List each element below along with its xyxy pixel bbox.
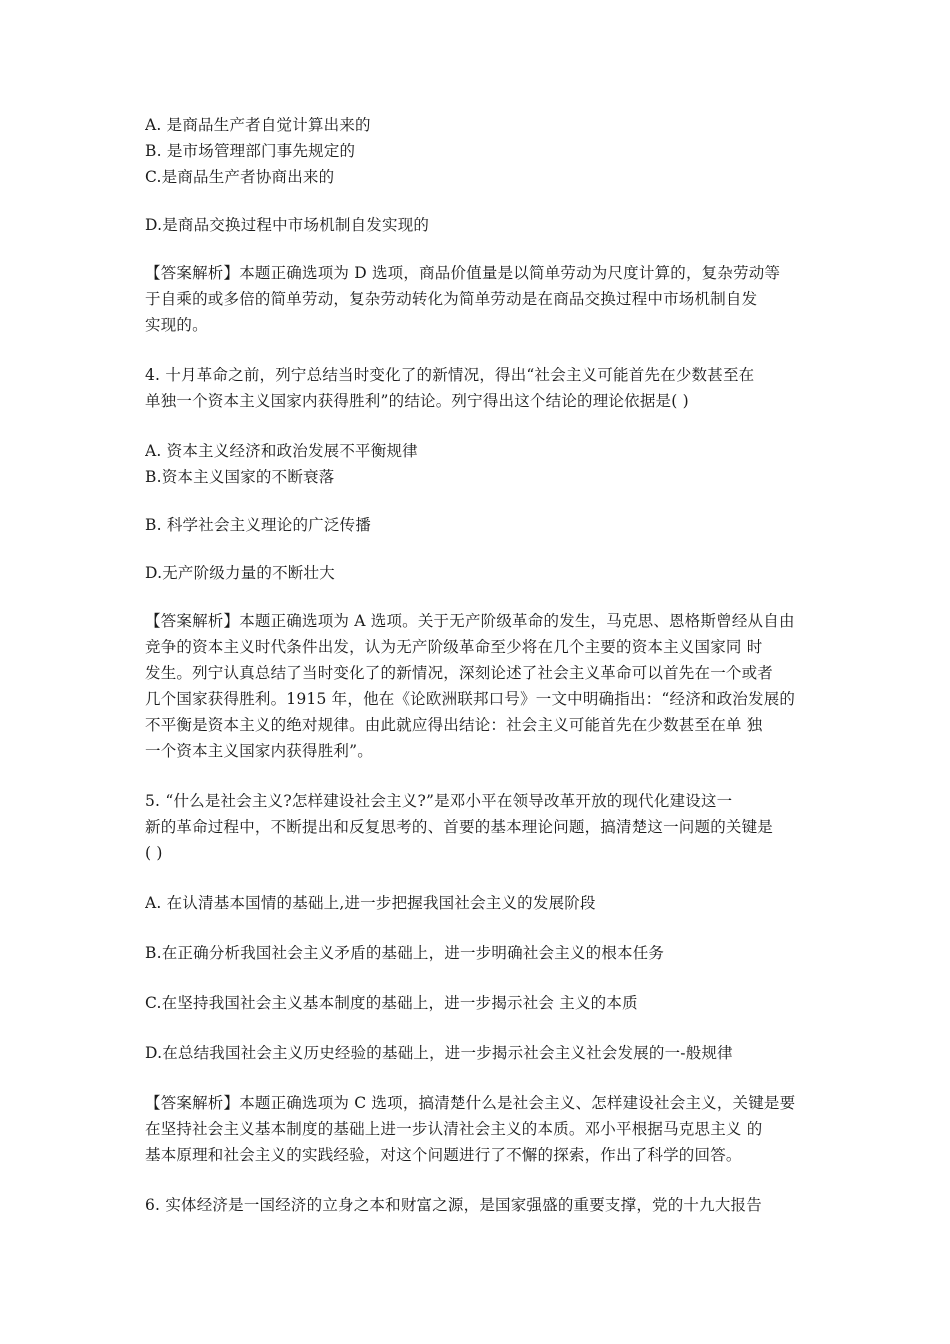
analysis-line: 几个国家获得胜利。1915 年，他在《论欧洲联邦口号》一文中明确指出：“经济和政治发展的 (145, 690, 796, 708)
q3-option-d: D.是商品交换过程中市场机制自发实现的 (145, 216, 430, 234)
q3-option-c: C.是商品生产者协商出来的 (145, 168, 335, 186)
analysis-line: 【答案解析】本题正确选项为 D 选项，商品价值量是以简单劳动为尺度计算的，复杂劳动等 (145, 264, 781, 282)
document-page (145, 112, 813, 1218)
question-line: 单独一个资本主义国家内获得胜利”的结论。列宁得出这个结论的理论依据是( ) (145, 392, 689, 410)
q5-option-c: C.在坚持我国社会主义基本制度的基础上，进一步揭示社会 主义的本质 (145, 994, 638, 1012)
question-line: 4. 十月革命之前，列宁总结当时变化了的新情况，得出“社会主义可能首先在少数甚至在 (145, 366, 755, 384)
q3-analysis (145, 260, 813, 338)
analysis-line: 不平衡是资本主义的绝对规律。由此就应得出结论：社会主义可能首先在少数甚至在单 独 (145, 716, 763, 734)
q4-analysis (145, 608, 813, 764)
q3-option-a: A. 是商品生产者自觉计算出来的 (145, 116, 371, 134)
q5-option-b: B.在正确分析我国社会主义矛盾的基础上，进一步明确社会主义的根本任务 (145, 944, 665, 962)
analysis-line: 基本原理和社会主义的实践经验，对这个问题进行了不懈的探索，作出了科学的回答。 (145, 1146, 742, 1164)
analysis-line: 【答案解析】本题正确选项为 A 选项。关于无产阶级革命的发生，马克思、恩格斯曾经从自由 (145, 612, 795, 630)
question-line: 6. 实体经济是一国经济的立身之本和财富之源，是国家强盛的重要支撑，党的十九大报告 (145, 1196, 762, 1214)
analysis-line: 实现的。 (145, 316, 208, 334)
q4-option-d: D.无产阶级力量的不断壮大 (145, 564, 335, 582)
analysis-line: 在坚持社会主义基本制度的基础上进一步认清社会主义的本质。邓小平根据马克思主义 的 (145, 1120, 763, 1138)
q5-option-a: A. 在认清基本国情的基础上,进一步把握我国社会主义的发展阶段 (145, 894, 596, 912)
q5-option-d: D.在总结我国社会主义历史经验的基础上，进一步揭示社会主义社会发展的一-般规律 (145, 1044, 733, 1062)
q5-question (145, 788, 813, 866)
question-line: 新的革命过程中，不断提出和反复思考的、首要的基本理论问题，搞清楚这一问题的关键是 (145, 818, 774, 836)
analysis-line: 于自乘的或多倍的简单劳动，复杂劳动转化为简单劳动是在商品交换过程中市场机制自发 (145, 290, 758, 308)
q4-option-c: B. 科学社会主义理论的广泛传播 (145, 516, 371, 534)
analysis-line: 发生。列宁认真总结了当时变化了的新情况，深刻论述了社会主义革命可以首先在一个或者 (145, 664, 774, 682)
q6-question (145, 1192, 813, 1218)
q4-option-b: B.资本主义国家的不断衰落 (145, 468, 335, 486)
q4-question (145, 362, 813, 414)
analysis-line: 一个资本主义国家内获得胜利”。 (145, 742, 373, 760)
question-line: ( ) (145, 844, 163, 862)
q3-option-b: B. 是市场管理部门事先规定的 (145, 142, 356, 160)
analysis-line: 竞争的资本主义时代条件出发，认为无产阶级革命至少将在几个主要的资本主义国家同 时 (145, 638, 763, 656)
question-line: 5. “什么是社会主义?怎样建设社会主义?”是邓小平在领导改革开放的现代化建设这一 (145, 792, 733, 810)
q4-option-a: A. 资本主义经济和政治发展不平衡规律 (145, 442, 418, 460)
analysis-line: 【答案解析】本题正确选项为 C 选项，搞清楚什么是社会主义、怎样建设社会主义，关键是要 (145, 1094, 796, 1112)
q5-analysis (145, 1090, 813, 1168)
